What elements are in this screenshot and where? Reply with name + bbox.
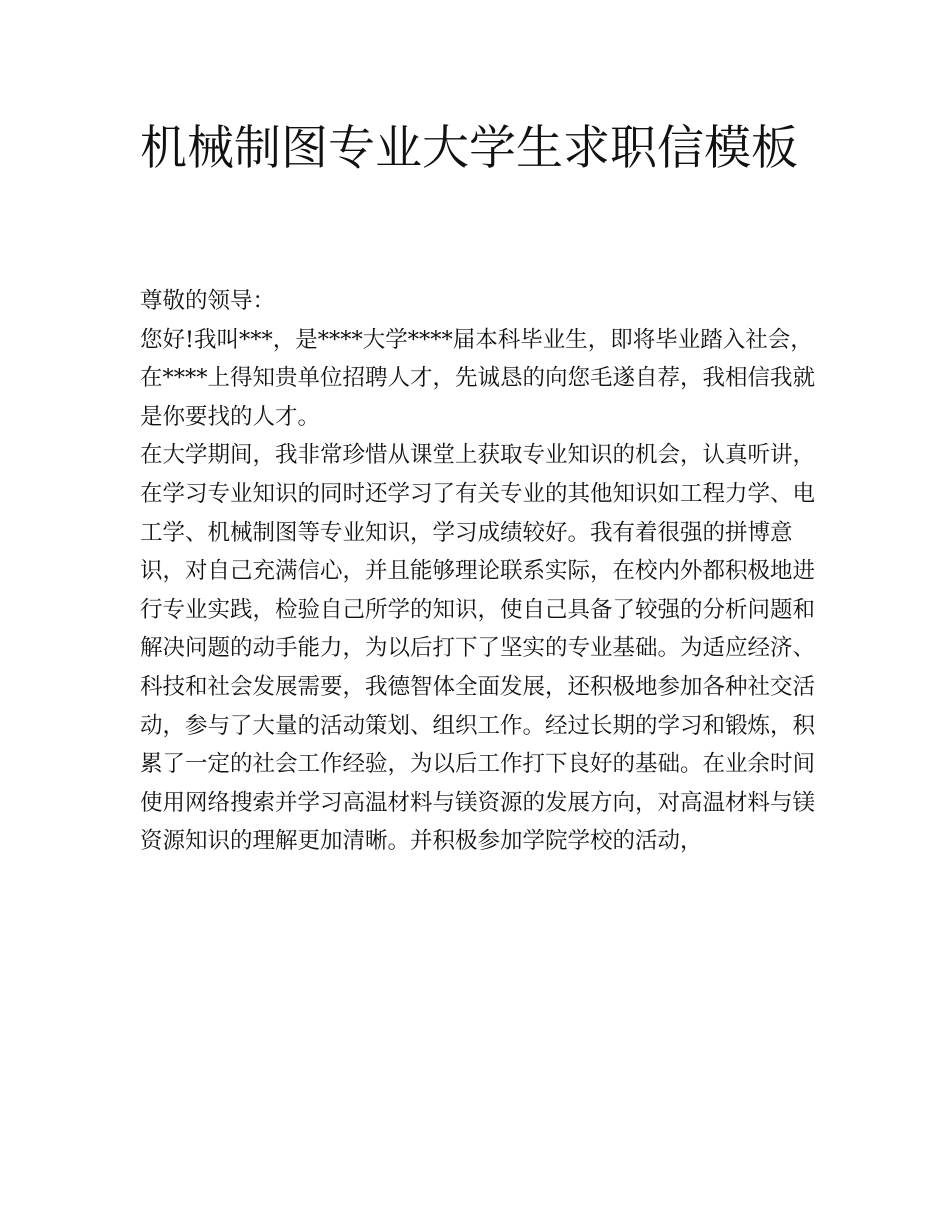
document-title: 机械制图专业大学生求职信模板 bbox=[140, 121, 798, 176]
paragraph-intro: 您好!我叫***，是****大学****届本科毕业生，即将毕业踏入社会，在****上得知贵单位招聘人才，先诚恳的向您毛遂自荐，我相信我就是你要找的人才。 bbox=[140, 326, 816, 430]
paragraph-university: 在大学期间，我非常珍惜从课堂上获取专业知识的机会，认真听讲，在学习专业知识的同时还学习了有关专业的其他知识如工程力学、电工学、机械制图等专业知识，学习成绩较好。我有着很强的拼博意识，对自己充满信心，并且能够理论联系实际，在校内外都积极地进行专业实践，检验自己所学的知识，使自己具备了较强的分析问题和解决问题的动手能力，为以后打下了坚实的专业基础。为适应经济、科技和社会发展需要，我德智体全面发展，还积极地参加各种社交活动，参与了大量的活动策划、组织工作。经过长期的学习和锻炼，积累了一定的社会工作经验，为以后工作打下良好的基础。在业余时间使用网络搜索并学习高温材料与镁资源的发展方向，对高温材料与镁资源知识的理解更加清晰。并积极参加学院学校的活动， bbox=[140, 442, 816, 855]
salutation: 尊敬的领导： bbox=[140, 288, 276, 314]
letter-body bbox=[140, 282, 820, 861]
